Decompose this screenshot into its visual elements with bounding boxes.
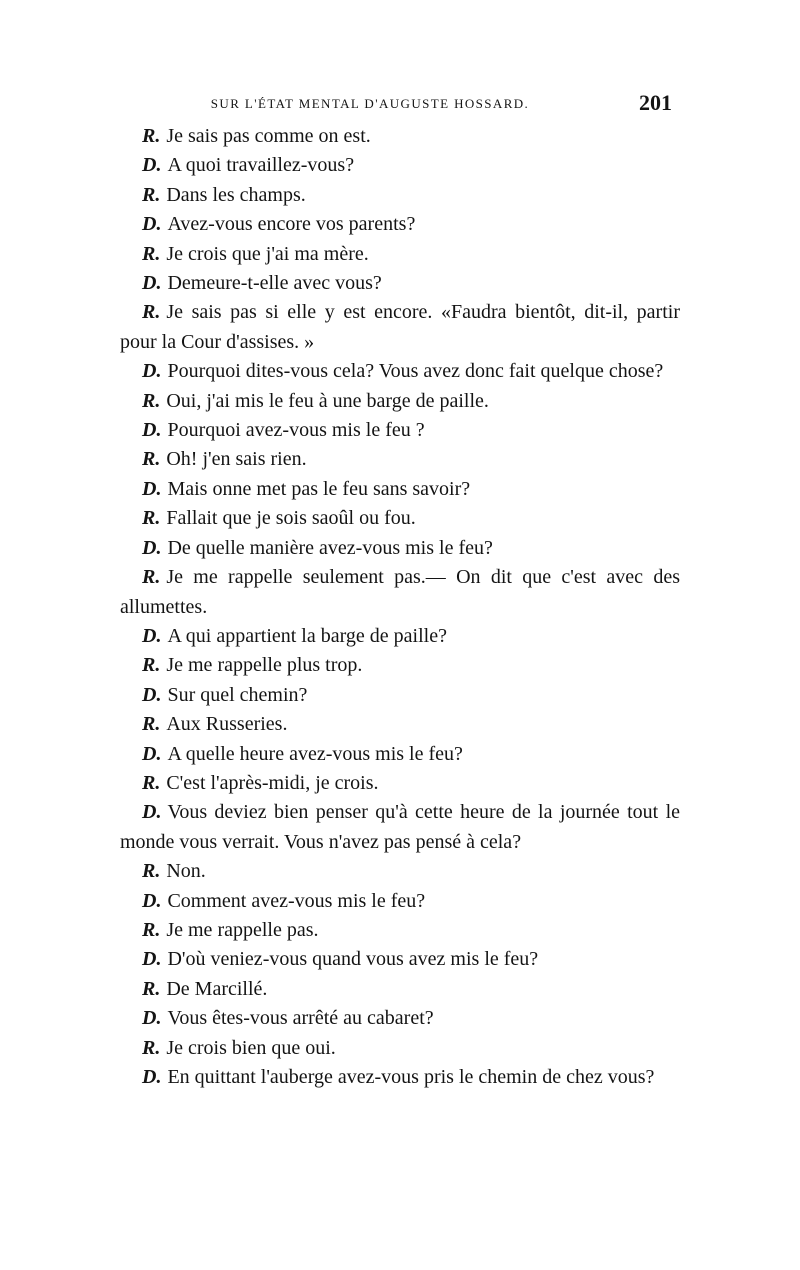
- dialogue-line: [120, 1063, 680, 1092]
- dialogue-line: [120, 945, 680, 974]
- dialogue-line: [120, 651, 680, 680]
- dialogue-line: [120, 857, 680, 886]
- dialogue-text-content: Je me rappelle plus trop.: [166, 654, 363, 677]
- speaker-label: R.: [142, 389, 161, 412]
- dialogue-text-content: Je sais pas si elle y est encore. «Faudra bientôt, dit-il, partir pour la Cour d'assises. »: [120, 301, 680, 353]
- dialogue-line: [120, 1034, 680, 1063]
- dialogue-line: [120, 798, 680, 857]
- dialogue-line: [120, 534, 680, 563]
- speaker-label: R.: [142, 771, 161, 794]
- dialogue-text-content: Je me rappelle seulement pas.— On dit que c'est avec des allumettes.: [120, 566, 680, 618]
- dialogue-text-content: Comment avez-vous mis le feu?: [167, 889, 426, 912]
- dialogue-text: [120, 122, 680, 1092]
- dialogue-line: [120, 387, 680, 416]
- dialogue-line: [120, 563, 680, 622]
- speaker-label: D.: [142, 360, 162, 383]
- dialogue-text-content: Je sais pas comme on est.: [166, 125, 371, 147]
- dialogue-line: [120, 298, 680, 357]
- speaker-label: D.: [142, 213, 162, 236]
- dialogue-text-content: Pourquoi avez-vous mis le feu ?: [167, 419, 425, 442]
- speaker-label: D.: [142, 948, 162, 971]
- dialogue-text-content: Je crois bien que oui.: [166, 1036, 336, 1059]
- dialogue-line: [120, 240, 680, 269]
- dialogue-line: [120, 357, 680, 386]
- speaker-label: D.: [142, 889, 162, 912]
- speaker-label: R.: [142, 507, 161, 530]
- dialogue-text-content: Pourquoi dites-vous cela? Vous avez donc fait quelque chose?: [167, 360, 664, 383]
- dialogue-text-content: C'est l'après-midi, je crois.: [166, 771, 379, 794]
- speaker-label: D.: [142, 683, 162, 706]
- dialogue-text-content: Avez-vous encore vos parents?: [167, 213, 416, 236]
- dialogue-line: [120, 1004, 680, 1033]
- dialogue-line: [120, 181, 680, 210]
- dialogue-line: [120, 210, 680, 239]
- dialogue-line: [120, 504, 680, 533]
- speaker-label: D.: [142, 801, 162, 824]
- dialogue-text-content: Je crois que j'ai ma mère.: [166, 242, 369, 265]
- running-head: [120, 92, 680, 116]
- dialogue-text-content: En quittant l'auberge avez-vous pris le chemin de chez vous?: [167, 1066, 655, 1088]
- dialogue-text-content: A quoi travaillez-vous?: [167, 154, 355, 177]
- dialogue-line: [120, 151, 680, 180]
- speaker-label: R.: [142, 448, 161, 471]
- speaker-label: D.: [142, 536, 162, 559]
- dialogue-text-content: Vous deviez bien penser qu'à cette heure de la journée tout le monde vous verrait. Vous n'avez pas pensé à cela?: [120, 801, 680, 853]
- dialogue-line: [120, 122, 680, 151]
- dialogue-text-content: D'où veniez-vous quand vous avez mis le feu?: [167, 948, 539, 971]
- dialogue-text-content: De Marcillé.: [166, 977, 268, 1000]
- speaker-label: D.: [142, 1007, 162, 1030]
- speaker-label: R.: [142, 566, 161, 589]
- dialogue-line: [120, 681, 680, 710]
- dialogue-line: [120, 710, 680, 739]
- dialogue-text-content: Je me rappelle pas.: [166, 918, 319, 941]
- dialogue-text-content: Demeure-t-elle avec vous?: [167, 272, 382, 295]
- dialogue-line: [120, 916, 680, 945]
- dialogue-text-content: Vous êtes-vous arrêté au cabaret?: [167, 1007, 434, 1030]
- dialogue-text-content: A qui appartient la barge de paille?: [167, 624, 447, 647]
- speaker-label: D.: [142, 419, 162, 442]
- dialogue-text-content: Sur quel chemin?: [167, 683, 308, 706]
- dialogue-text-content: Mais onne met pas le feu sans savoir?: [167, 477, 471, 500]
- dialogue-text-content: Non.: [166, 860, 206, 883]
- dialogue-line: [120, 887, 680, 916]
- dialogue-line: [120, 769, 680, 798]
- dialogue-text-content: Dans les champs.: [166, 183, 306, 206]
- speaker-label: R.: [142, 713, 161, 736]
- speaker-label: D.: [142, 272, 162, 295]
- speaker-label: R.: [142, 860, 161, 883]
- page-number: 201: [639, 90, 672, 115]
- dialogue-text-content: Oh! j'en sais rien.: [166, 448, 307, 471]
- dialogue-text-content: Fallait que je sois saoûl ou fou.: [166, 507, 416, 530]
- speaker-label: D.: [142, 742, 162, 765]
- dialogue-line: [120, 975, 680, 1004]
- dialogue-text-content: Oui, j'ai mis le feu à une barge de paille.: [166, 389, 489, 412]
- speaker-label: R.: [142, 301, 161, 324]
- speaker-label: R.: [142, 242, 161, 265]
- speaker-label: D.: [142, 477, 162, 500]
- dialogue-line: [120, 445, 680, 474]
- dialogue-line: [120, 475, 680, 504]
- dialogue-text-content: A quelle heure avez-vous mis le feu?: [167, 742, 463, 765]
- dialogue-line: [120, 622, 680, 651]
- speaker-label: D.: [142, 1066, 162, 1088]
- dialogue-line: [120, 416, 680, 445]
- running-title: SUR L'ÉTAT MENTAL D'AUGUSTE HOSSARD.: [210, 96, 530, 111]
- speaker-label: D.: [142, 154, 162, 177]
- speaker-label: R.: [142, 918, 161, 941]
- speaker-label: R.: [142, 654, 161, 677]
- speaker-label: R.: [142, 125, 161, 147]
- dialogue-text-content: Aux Russeries.: [166, 713, 288, 736]
- speaker-label: R.: [142, 977, 161, 1000]
- speaker-label: R.: [142, 183, 161, 206]
- dialogue-line: [120, 740, 680, 769]
- speaker-label: R.: [142, 1036, 161, 1059]
- dialogue-text-content: De quelle manière avez-vous mis le feu?: [167, 536, 493, 559]
- speaker-label: D.: [142, 624, 162, 647]
- dialogue-line: [120, 269, 680, 298]
